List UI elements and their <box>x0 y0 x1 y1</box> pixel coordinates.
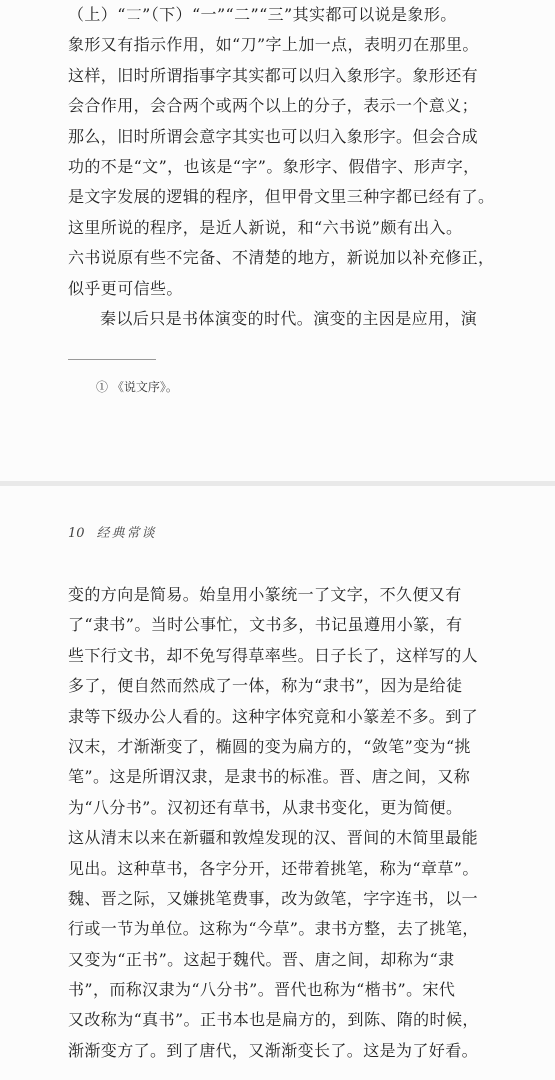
text-line: 笔”。这是所谓汉隶，是隶书的标准。晋、唐之间，又称 <box>68 767 471 787</box>
text-line: （上）“𠄟”（下）“一”“二”“三”其实都可以说是象形。 <box>68 5 457 24</box>
text-line: 变的方向是简易。始皇用小篆统一了文字，不久便又有 <box>68 585 462 604</box>
text-line: 那么，旧时所谓会意字其实也可以归入象形字。但会合成 <box>68 126 479 146</box>
text-line: 见出。这种草书，各字分开，还带着挑笔，称为“章草”。 <box>68 858 479 878</box>
text-line: 六书说原有些不完备、不清楚的地方，新说加以补充修正， <box>68 248 495 268</box>
text-line: 些下行文书，却不免写得草率些。日子长了，这样写的人 <box>68 645 479 665</box>
top-page <box>0 0 555 481</box>
text-line: 功的不是“文”，也该是“字”。象形字、假借字、形声字， <box>68 156 480 176</box>
text-line: 汉末，才渐渐变了，椭圆的变为扁方的，“敛笔”变为“挑 <box>68 736 471 756</box>
text-line: 象形又有指示作用，如“刀”字上加一点，表明刃在那里。 <box>68 35 479 55</box>
text-line: 这里所说的程序，是近人新说，和“六书说”颇有出入。 <box>68 217 463 237</box>
paragraph-first-line: 秦以后只是书体演变的时代。演变的主因是应用，演 <box>100 308 478 328</box>
text-line: 行或一节为单位。这称为“今草”。隶书方整，去了挑笔， <box>68 919 479 939</box>
top-page-body <box>68 0 498 334</box>
text-line: 又变为“正书”。这起于魏代。晋、唐之间，却称为“隶 <box>68 949 455 969</box>
text-line: 这从清末以来在新疆和敦煌发现的汉、晋间的木简里最能 <box>68 828 479 848</box>
text-line: 书”，而称汉隶为“八分书”。晋代也称为“楷书”。宋代 <box>68 980 456 1000</box>
page-number: 10 <box>68 526 85 541</box>
text-line: 似乎更可信些。 <box>68 278 183 298</box>
text-line: 多了，便自然而然成了一体，称为“隶书”，因为是给徒 <box>68 676 463 696</box>
book-title: 经典常谈 <box>96 526 157 541</box>
text-line: 会合作用，会合两个或两个以上的分子，表示一个意义； <box>68 96 479 116</box>
text-line: 为“八分书”。汉初还有草书，从隶书变化，更为简便。 <box>68 797 463 817</box>
bottom-page <box>0 486 555 1080</box>
text-line: 这样，旧时所谓指事字其实都可以归入象形字。象形还有 <box>68 65 479 85</box>
text-line: 了“隶书”。当时公事忙，文书多，书记虽遵用小篆，有 <box>68 615 463 635</box>
text-line: 隶等下级办公人看的。这种字体究竟和小篆差不多。到了 <box>68 706 479 726</box>
footnote: ① 《说文序》。 <box>96 380 178 394</box>
text-line: 又改称为“真书”。正书本也是扁方的，到陈、隋的时候， <box>68 1010 479 1030</box>
bottom-page-body <box>68 580 498 1066</box>
text-line: 渐渐变方了。到了唐代，又渐渐变长了。这是为了好看。 <box>68 1040 479 1060</box>
text-line: 是文字发展的逻辑的程序，但甲骨文里三种字都已经有了。 <box>68 187 495 207</box>
running-head <box>68 522 157 541</box>
footnote-divider <box>68 359 156 360</box>
text-line: 魏、晋之际，又嫌挑笔费事，改为敛笔，字字连书，以一 <box>68 888 479 908</box>
